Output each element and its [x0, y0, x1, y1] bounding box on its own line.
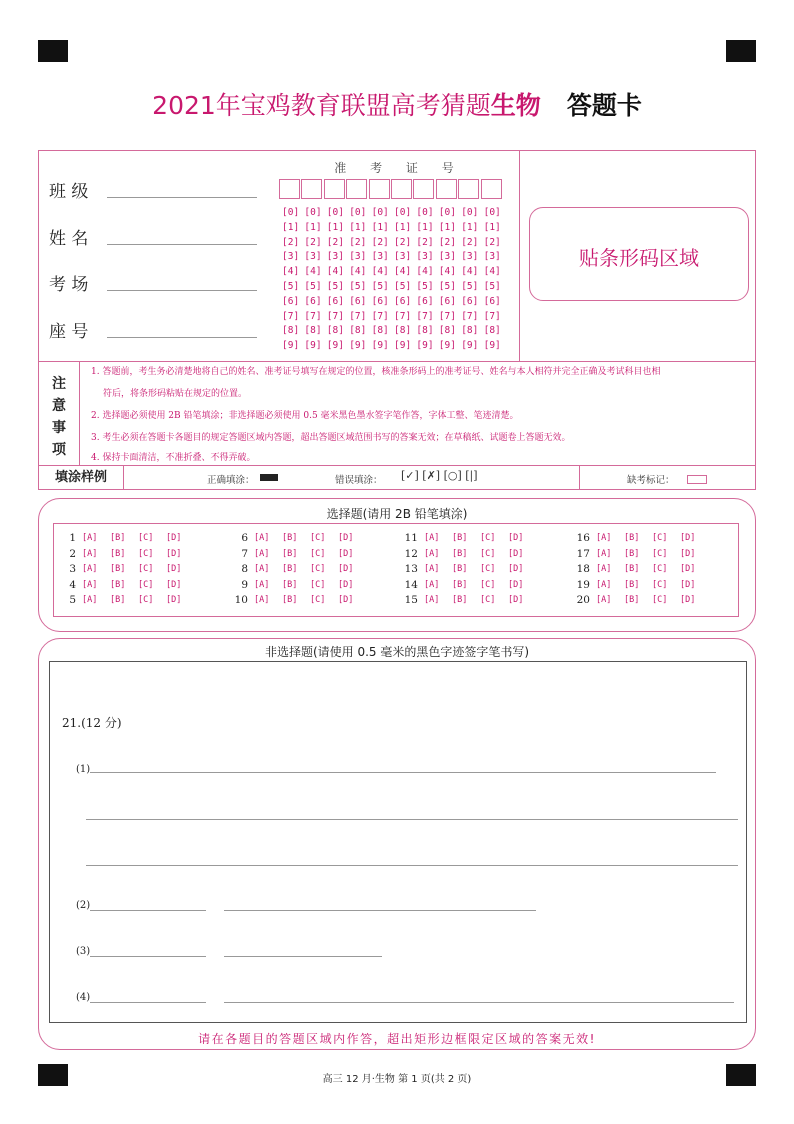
corner-mark-top-left: [38, 40, 68, 62]
exam-digit-bubble[interactable]: [4]: [326, 266, 344, 278]
exam-digit-bubble[interactable]: [1]: [461, 221, 479, 233]
field-class-label: 班 级: [49, 182, 89, 202]
option-bubble[interactable]: [C]: [310, 595, 326, 605]
exam-digit-bubble[interactable]: [3]: [483, 251, 501, 263]
exam-digit-bubble[interactable]: [2]: [483, 236, 501, 248]
question-number: 6: [241, 532, 248, 544]
option-bubble[interactable]: [A]: [596, 548, 612, 559]
question-number: 1: [69, 532, 76, 544]
exam-digit-bubble[interactable]: [0]: [394, 207, 412, 218]
exam-digit-bubble[interactable]: [2]: [394, 236, 412, 248]
question-number: 5: [69, 594, 76, 606]
option-bubble[interactable]: [B]: [452, 564, 468, 574]
answer-line[interactable]: [86, 819, 738, 820]
exam-digit-bubble[interactable]: [0]: [483, 207, 501, 218]
exam-digit-bubble[interactable]: [7]: [416, 310, 434, 322]
exam-digit-bubble[interactable]: [3]: [416, 251, 434, 263]
barcode-area: [529, 207, 749, 301]
exam-digit-bubble[interactable]: [8]: [371, 325, 389, 337]
title-card: 答题卡: [566, 91, 642, 120]
exam-digit-bubble[interactable]: [5]: [438, 281, 456, 292]
answer-line[interactable]: [90, 772, 716, 773]
option-bubble[interactable]: [D]: [508, 579, 524, 590]
exam-digit-bubble[interactable]: [9]: [483, 340, 501, 352]
exam-number-cell[interactable]: [391, 179, 412, 199]
option-bubble[interactable]: [D]: [338, 533, 354, 543]
question-number: 8: [241, 563, 248, 575]
fill-correct-label: 正确填涂：: [207, 475, 255, 486]
exam-number-cell[interactable]: [436, 179, 457, 199]
answer-line[interactable]: [224, 956, 382, 957]
exam-digit-bubble[interactable]: [3]: [461, 251, 479, 263]
exam-digit-bubble[interactable]: [7]: [304, 310, 322, 322]
exam-number-cell[interactable]: [369, 179, 390, 199]
answer-line[interactable]: [224, 1002, 734, 1003]
option-bubble[interactable]: [A]: [596, 595, 612, 605]
exam-digit-bubble[interactable]: [4]: [371, 266, 389, 278]
exam-digit-bubble[interactable]: [6]: [438, 295, 456, 307]
exam-digit-bubble[interactable]: [3]: [349, 251, 367, 263]
exam-number-cell[interactable]: [413, 179, 434, 199]
option-bubble[interactable]: [D]: [680, 564, 696, 574]
non-choice-title: 非选择题(请使用 0.5 毫米的黑色字迹签字笔书写): [264, 645, 530, 659]
mc-answer-grid: [53, 523, 739, 617]
option-bubble[interactable]: [B]: [282, 564, 298, 574]
exam-digit-bubble[interactable]: [4]: [394, 266, 412, 278]
field-room-label: 考 场: [49, 275, 89, 295]
exam-digit-bubble[interactable]: [3]: [438, 251, 456, 263]
field-room[interactable]: [49, 270, 88, 295]
exam-digit-bubble[interactable]: [3]: [371, 251, 389, 263]
exam-digit-bubble[interactable]: [5]: [461, 281, 479, 292]
exam-digit-bubble[interactable]: [9]: [461, 340, 479, 352]
exam-digit-bubble[interactable]: [8]: [416, 325, 434, 337]
question-number: 3: [69, 563, 76, 575]
divider: [519, 151, 520, 361]
option-bubble[interactable]: [A]: [424, 564, 440, 574]
part-3-label: (3): [76, 946, 91, 957]
exam-digit-bubble[interactable]: [9]: [282, 340, 300, 352]
exam-digit-bubble[interactable]: [1]: [282, 221, 300, 233]
option-bubble[interactable]: [C]: [652, 579, 668, 590]
notes-char: 意: [52, 398, 66, 414]
option-bubble[interactable]: [C]: [652, 564, 668, 574]
exam-digit-bubble[interactable]: [4]: [461, 266, 479, 278]
option-bubble[interactable]: [A]: [82, 533, 98, 543]
note-line-1b: 符后，将条形码粘贴在规定的位置。: [103, 389, 248, 399]
exam-digit-bubble[interactable]: [7]: [438, 310, 456, 322]
option-bubble[interactable]: [A]: [254, 579, 270, 590]
page-footer: 高三 12 月·生物 第 1 页(共 2 页): [322, 1074, 472, 1085]
exam-digit-bubble[interactable]: [5]: [483, 281, 501, 292]
option-bubble[interactable]: [D]: [680, 579, 696, 590]
option-bubble[interactable]: [B]: [624, 595, 640, 605]
option-bubble[interactable]: [C]: [138, 564, 154, 574]
absent-mark-box[interactable]: [687, 475, 707, 484]
note-line-1: 1. 答题前，考生务必清楚地将自己的姓名、准考证号填写在规定的位置，核准条形码上的准考证号、姓名与本人相符并完全正确及考试科目也相: [91, 367, 661, 377]
divider: [39, 361, 755, 362]
option-bubble[interactable]: [A]: [596, 579, 612, 590]
exam-digit-bubble[interactable]: [7]: [349, 310, 367, 322]
option-bubble[interactable]: [A]: [82, 564, 98, 574]
option-bubble[interactable]: [C]: [652, 548, 668, 559]
part-1-label: (1): [76, 764, 91, 775]
answer-area[interactable]: [49, 661, 747, 1023]
exam-digit-bubble[interactable]: [8]: [461, 325, 479, 337]
exam-digit-bubble[interactable]: [7]: [282, 310, 300, 322]
exam-digit-bubble[interactable]: [3]: [326, 251, 344, 263]
exam-digit-bubble[interactable]: [0]: [461, 207, 479, 218]
option-bubble[interactable]: [C]: [310, 564, 326, 574]
field-name[interactable]: [49, 224, 88, 249]
answer-line[interactable]: [224, 910, 536, 911]
question-number: 18: [576, 563, 590, 575]
option-bubble[interactable]: [A]: [424, 595, 440, 605]
question-number: 13: [404, 563, 418, 575]
exam-digit-bubble[interactable]: [5]: [304, 281, 322, 292]
exam-digit-bubble[interactable]: [3]: [304, 251, 322, 263]
option-bubble[interactable]: [C]: [652, 595, 668, 605]
option-bubble[interactable]: [B]: [624, 579, 640, 590]
exam-digit-bubble[interactable]: [9]: [371, 340, 389, 352]
correct-fill-sample: [260, 474, 278, 481]
exam-digit-bubble[interactable]: [0]: [371, 207, 389, 218]
exam-digit-bubble[interactable]: [5]: [371, 281, 389, 292]
option-bubble[interactable]: [D]: [338, 595, 354, 605]
field-name-label: 姓 名: [49, 229, 89, 249]
option-bubble[interactable]: [C]: [138, 579, 154, 590]
exam-digit-bubble[interactable]: [2]: [438, 236, 456, 248]
answer-line[interactable]: [90, 910, 206, 911]
exam-digit-bubble[interactable]: [8]: [438, 325, 456, 337]
option-bubble[interactable]: [A]: [424, 579, 440, 590]
option-bubble[interactable]: [C]: [480, 564, 496, 574]
exam-digit-bubble[interactable]: [8]: [394, 325, 412, 337]
option-bubble[interactable]: [C]: [310, 548, 326, 559]
option-bubble[interactable]: [B]: [110, 595, 126, 605]
exam-digit-bubble[interactable]: [5]: [416, 281, 434, 292]
notes-label: [39, 361, 80, 465]
option-bubble[interactable]: [D]: [166, 564, 182, 574]
option-bubble[interactable]: [A]: [254, 564, 270, 574]
option-bubble[interactable]: [D]: [166, 548, 182, 559]
exam-digit-bubble[interactable]: [8]: [326, 325, 344, 337]
exam-digit-bubble[interactable]: [7]: [371, 310, 389, 322]
exam-digit-bubble[interactable]: [8]: [483, 325, 501, 337]
absent-label: 缺考标记：: [627, 475, 675, 486]
exam-digit-bubble[interactable]: [6]: [282, 295, 300, 307]
exam-digit-bubble[interactable]: [5]: [326, 281, 344, 292]
exam-digit-bubble[interactable]: [2]: [304, 236, 322, 248]
option-bubble[interactable]: [A]: [424, 548, 440, 559]
question-number: 9: [241, 578, 248, 591]
exam-digit-bubble[interactable]: [2]: [416, 236, 434, 248]
option-bubble[interactable]: [C]: [652, 533, 668, 543]
answer-line[interactable]: [90, 1002, 206, 1003]
page-title: [0, 86, 794, 122]
exam-digit-bubble[interactable]: [1]: [483, 221, 501, 233]
option-bubble[interactable]: [D]: [338, 548, 354, 559]
question-21-label: 21.(12 分): [62, 716, 122, 730]
option-bubble[interactable]: [C]: [310, 579, 326, 590]
exam-digit-bubble[interactable]: [3]: [394, 251, 412, 263]
exam-digit-bubble[interactable]: [1]: [326, 221, 344, 233]
exam-digit-bubble[interactable]: [1]: [349, 221, 367, 233]
field-class[interactable]: [49, 177, 88, 202]
option-bubble[interactable]: [A]: [424, 533, 440, 543]
option-bubble[interactable]: [D]: [166, 579, 182, 590]
option-bubble[interactable]: [C]: [480, 548, 496, 559]
note-line-4: 4. 保持卡面清洁，不准折叠、不得弄破。: [91, 453, 256, 463]
exam-digit-bubble[interactable]: [2]: [326, 236, 344, 248]
exam-digit-bubble[interactable]: [4]: [483, 266, 501, 278]
option-bubble[interactable]: [A]: [82, 548, 98, 559]
option-bubble[interactable]: [A]: [596, 564, 612, 574]
exam-digit-bubble[interactable]: [9]: [326, 340, 344, 352]
option-bubble[interactable]: [C]: [480, 579, 496, 590]
wrong-fill-samples: [✓] [✗] [○] [|]: [401, 469, 478, 482]
exam-digit-bubble[interactable]: [9]: [394, 340, 412, 352]
exam-digit-bubble[interactable]: [5]: [282, 281, 300, 292]
option-bubble[interactable]: [B]: [624, 548, 640, 559]
option-bubble[interactable]: [D]: [508, 548, 524, 559]
exam-number-cell[interactable]: [481, 179, 502, 199]
field-seat[interactable]: [49, 317, 88, 342]
mc-title: 选择题(请用 2B 铅笔填涂): [326, 507, 468, 521]
exam-digit-bubble[interactable]: [2]: [349, 236, 367, 248]
option-bubble[interactable]: [A]: [254, 595, 270, 605]
option-bubble[interactable]: [B]: [624, 533, 640, 543]
option-bubble[interactable]: [A]: [596, 533, 612, 543]
option-bubble[interactable]: [B]: [110, 533, 126, 543]
option-bubble[interactable]: [B]: [110, 579, 126, 590]
exam-digit-bubble[interactable]: [7]: [461, 310, 479, 322]
exam-digit-bubble[interactable]: [7]: [483, 310, 501, 322]
option-bubble[interactable]: [B]: [452, 533, 468, 543]
exam-digit-bubble[interactable]: [9]: [304, 340, 322, 352]
question-number: 10: [234, 594, 248, 606]
exam-digit-bubble[interactable]: [4]: [304, 266, 322, 278]
exam-digit-bubble[interactable]: [1]: [371, 221, 389, 233]
question-number: 7: [241, 547, 248, 560]
barcode-label: 贴条形码区域: [579, 246, 699, 270]
title-subject: 生物: [490, 91, 541, 120]
option-bubble[interactable]: [B]: [282, 579, 298, 590]
exam-digit-bubble[interactable]: [6]: [304, 295, 322, 307]
option-bubble[interactable]: [C]: [310, 533, 326, 543]
corner-mark-top-right: [726, 40, 756, 62]
exam-number-title: 准 考 证 号: [334, 161, 464, 175]
exam-digit-bubble[interactable]: [1]: [304, 221, 322, 233]
option-bubble[interactable]: [D]: [680, 533, 696, 543]
exam-digit-bubble[interactable]: [6]: [461, 295, 479, 307]
option-bubble[interactable]: [D]: [338, 564, 354, 574]
exam-digit-bubble[interactable]: [9]: [349, 340, 367, 352]
option-bubble[interactable]: [C]: [480, 533, 496, 543]
option-bubble[interactable]: [B]: [282, 548, 298, 559]
exam-digit-bubble[interactable]: [4]: [416, 266, 434, 278]
exam-digit-bubble[interactable]: [3]: [282, 251, 300, 263]
fill-wrong-label: 错误填涂：: [335, 475, 383, 486]
option-bubble[interactable]: [B]: [282, 595, 298, 605]
exam-digit-bubble[interactable]: [2]: [371, 236, 389, 248]
question-number: 14: [404, 578, 418, 591]
exam-digit-bubble[interactable]: [2]: [282, 236, 300, 248]
option-bubble[interactable]: [B]: [110, 548, 126, 559]
question-number: 19: [576, 578, 590, 591]
exam-number-cell[interactable]: [324, 179, 345, 199]
exam-digit-bubble[interactable]: [0]: [416, 207, 434, 218]
note-line-2: 2. 选择题必须使用 2B 铅笔填涂；非选择题必须使用 0.5 毫米黑色墨水签字笔作答，字体工整、笔迹清楚。: [91, 411, 519, 421]
exam-digit-bubble[interactable]: [0]: [438, 207, 456, 218]
option-bubble[interactable]: [C]: [138, 548, 154, 559]
exam-digit-bubble[interactable]: [7]: [326, 310, 344, 322]
info-section: [38, 150, 756, 490]
option-bubble[interactable]: [D]: [166, 595, 182, 605]
exam-number-cell[interactable]: [301, 179, 322, 199]
exam-digit-bubble[interactable]: [0]: [304, 207, 322, 218]
exam-digit-bubble[interactable]: [0]: [326, 207, 344, 218]
option-bubble[interactable]: [A]: [254, 533, 270, 543]
question-number: 20: [576, 594, 590, 606]
exam-digit-bubble[interactable]: [9]: [438, 340, 456, 352]
option-bubble[interactable]: [A]: [254, 548, 270, 559]
exam-digit-bubble[interactable]: [6]: [483, 295, 501, 307]
option-bubble[interactable]: [D]: [680, 595, 696, 605]
multiple-choice-section: [38, 498, 756, 632]
exam-digit-bubble[interactable]: [4]: [282, 266, 300, 278]
question-number: 4: [69, 578, 76, 591]
exam-number-cell[interactable]: [346, 179, 367, 199]
answer-line[interactable]: [90, 956, 206, 957]
option-bubble[interactable]: [C]: [480, 595, 496, 605]
title-exam: 2021年宝鸡教育联盟高考猜题: [152, 91, 491, 120]
exam-digit-bubble[interactable]: [9]: [416, 340, 434, 352]
part-4-label: (4): [76, 992, 91, 1003]
option-bubble[interactable]: [D]: [166, 533, 182, 543]
option-bubble[interactable]: [D]: [508, 533, 524, 543]
option-bubble[interactable]: [B]: [452, 548, 468, 559]
answer-line[interactable]: [86, 865, 738, 866]
exam-digit-bubble[interactable]: [6]: [394, 295, 412, 307]
question-number: 12: [404, 547, 418, 560]
divider: [39, 465, 755, 466]
exam-digit-bubble[interactable]: [1]: [438, 221, 456, 233]
exam-digit-bubble[interactable]: [8]: [349, 325, 367, 337]
option-bubble[interactable]: [B]: [282, 533, 298, 543]
non-choice-section: [38, 638, 756, 1050]
part-2-label: (2): [76, 900, 91, 911]
option-bubble[interactable]: [B]: [624, 564, 640, 574]
option-bubble[interactable]: [C]: [138, 533, 154, 543]
notes-char: 注: [52, 376, 66, 392]
option-bubble[interactable]: [B]: [452, 579, 468, 590]
exam-digit-bubble[interactable]: [0]: [282, 207, 300, 218]
warning-text: 请在各题目的答题区域内作答，超出矩形边框限定区域的答案无效!: [198, 1032, 596, 1046]
exam-digit-bubble[interactable]: [8]: [282, 325, 300, 337]
question-number: 16: [576, 532, 590, 544]
question-number: 15: [404, 594, 418, 606]
exam-digit-bubble[interactable]: [7]: [394, 310, 412, 322]
exam-digit-bubble[interactable]: [6]: [416, 295, 434, 307]
option-bubble[interactable]: [D]: [508, 564, 524, 574]
exam-digit-bubble[interactable]: [5]: [394, 281, 412, 292]
note-line-3: 3. 考生必须在答题卡各题目的规定答题区域内答题，超出答题区域范围书写的答案无效；在草稿纸、试题卷上答题无效。: [91, 433, 571, 443]
option-bubble[interactable]: [B]: [110, 564, 126, 574]
exam-digit-bubble[interactable]: [1]: [394, 221, 412, 233]
exam-number-cell[interactable]: [279, 179, 300, 199]
option-bubble[interactable]: [D]: [680, 548, 696, 559]
exam-digit-bubble[interactable]: [8]: [304, 325, 322, 337]
option-bubble[interactable]: [C]: [138, 595, 154, 605]
exam-digit-bubble[interactable]: [1]: [416, 221, 434, 233]
question-number: 11: [404, 532, 418, 544]
option-bubble[interactable]: [A]: [82, 579, 98, 590]
exam-digit-bubble[interactable]: [5]: [349, 281, 367, 292]
divider: [579, 466, 580, 490]
notes-char: 事: [52, 420, 66, 436]
exam-digit-bubble[interactable]: [2]: [461, 236, 479, 248]
option-bubble[interactable]: [D]: [508, 595, 524, 605]
option-bubble[interactable]: [B]: [452, 595, 468, 605]
exam-digit-bubble[interactable]: [6]: [326, 295, 344, 307]
exam-digit-bubble[interactable]: [6]: [371, 295, 389, 307]
option-bubble[interactable]: [D]: [338, 579, 354, 590]
exam-digit-bubble[interactable]: [4]: [349, 266, 367, 278]
field-seat-label: 座 号: [49, 322, 89, 342]
question-number: 17: [576, 547, 590, 560]
exam-number-cell[interactable]: [458, 179, 479, 199]
exam-digit-bubble[interactable]: [0]: [349, 207, 367, 218]
question-number: 2: [69, 547, 76, 560]
notes-char: 项: [52, 442, 66, 458]
exam-digit-bubble[interactable]: [6]: [349, 295, 367, 307]
fill-sample-label: 填涂样例: [39, 466, 124, 490]
exam-digit-bubble[interactable]: [4]: [438, 266, 456, 278]
option-bubble[interactable]: [A]: [82, 595, 98, 605]
